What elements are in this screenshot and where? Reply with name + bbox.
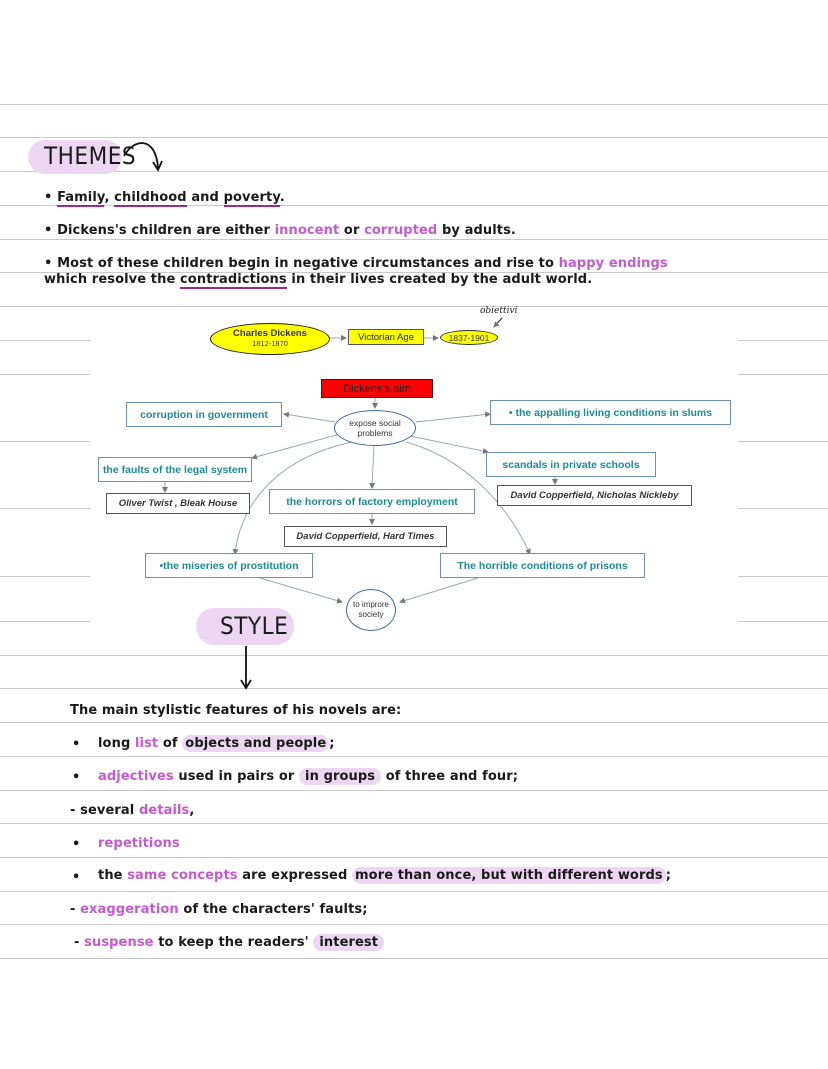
node-legal: the faults of the legal system	[98, 457, 252, 482]
down-arrow-icon	[238, 644, 254, 690]
ruled-line	[0, 508, 90, 509]
node-slums: • the appalling living conditions in slums	[490, 400, 731, 425]
style-item-7: - suspense to keep the readers' interest	[74, 935, 384, 950]
ruled-line	[0, 688, 828, 689]
node-prisons: The horrible conditions of prisons	[440, 553, 645, 578]
style-item-3: - several details,	[70, 803, 195, 818]
node-corruption: corruption in government	[126, 402, 282, 427]
annotation-obiettivi: obiettivi	[480, 306, 518, 316]
style-title: STYLE	[220, 612, 289, 640]
themes-title: THEMES	[44, 142, 137, 170]
ruled-line	[0, 374, 90, 375]
diagram	[90, 306, 738, 640]
ruled-line	[738, 340, 828, 341]
ruled-line	[0, 857, 828, 858]
ruled-line	[0, 722, 828, 723]
ruled-line	[0, 924, 828, 925]
node-hard-times: David Copperfield, Hard Times	[284, 526, 447, 547]
ruled-line	[0, 756, 828, 757]
node-oliver: Oliver Twist , Bleak House	[106, 493, 250, 514]
ruled-line	[0, 958, 828, 959]
ruled-line	[738, 374, 828, 375]
ruled-line	[0, 340, 90, 341]
ruled-line	[0, 823, 828, 824]
style-item-6: - exaggeration of the characters' faults;	[70, 902, 368, 917]
node-schools: scandals in private schools	[486, 452, 656, 477]
ruled-line	[0, 655, 828, 656]
style-item-5: the same concepts are expressed more than once, but with different words ;	[98, 868, 672, 883]
center-ellipse: expose social problems	[334, 410, 416, 446]
ruled-line	[738, 441, 828, 442]
ruled-line	[0, 104, 828, 105]
ruled-line	[0, 891, 828, 892]
theme-point-1: • Family, childhood and poverty.	[44, 190, 285, 205]
style-item-4: repetitions	[98, 836, 180, 851]
theme-point-2: • Dickens's children are either innocent or corrupted by adults.	[44, 223, 516, 238]
node-factory: the horrors of factory employment	[269, 489, 475, 514]
curved-arrow-icon	[120, 134, 170, 176]
style-intro: The main stylistic features of his novels are:	[70, 703, 402, 718]
ruled-line	[0, 306, 828, 307]
ruled-line	[0, 239, 828, 240]
ruled-line	[738, 508, 828, 509]
style-item-2-marker: •	[72, 770, 81, 785]
ruled-line	[738, 576, 828, 577]
ruled-line	[0, 576, 90, 577]
ruled-line	[0, 441, 90, 442]
ruled-line	[0, 790, 828, 791]
ruled-line	[738, 621, 828, 622]
victorian-age-box: Victorian Age	[348, 329, 424, 345]
node-copperfield-nickleby: David Copperfield, Nicholas Nickleby	[497, 485, 692, 506]
style-item-1: long list of objects and people ;	[98, 736, 335, 751]
ruled-line	[0, 621, 90, 622]
style-item-5-marker: •	[72, 870, 81, 885]
theme-point-3: • Most of these children begin in negative circumstances and rise to happy endings	[44, 256, 668, 271]
goal-circle: to improre society	[346, 589, 396, 631]
style-item-4-marker: •	[72, 837, 81, 852]
author-ellipse: Charles Dickens 1812-1870	[210, 323, 330, 355]
node-prostitution: •the miseries of prostitution	[145, 553, 313, 578]
age-years-ellipse: 1837-1901	[440, 330, 498, 345]
style-item-2: adjectives used in pairs or in groups of three and four;	[98, 769, 519, 784]
style-item-1-marker: •	[72, 737, 81, 752]
theme-point-3-line2: which resolve the contradictions in their lives created by the adult world.	[44, 272, 593, 287]
aim-box: Dickens's aim	[321, 379, 433, 398]
